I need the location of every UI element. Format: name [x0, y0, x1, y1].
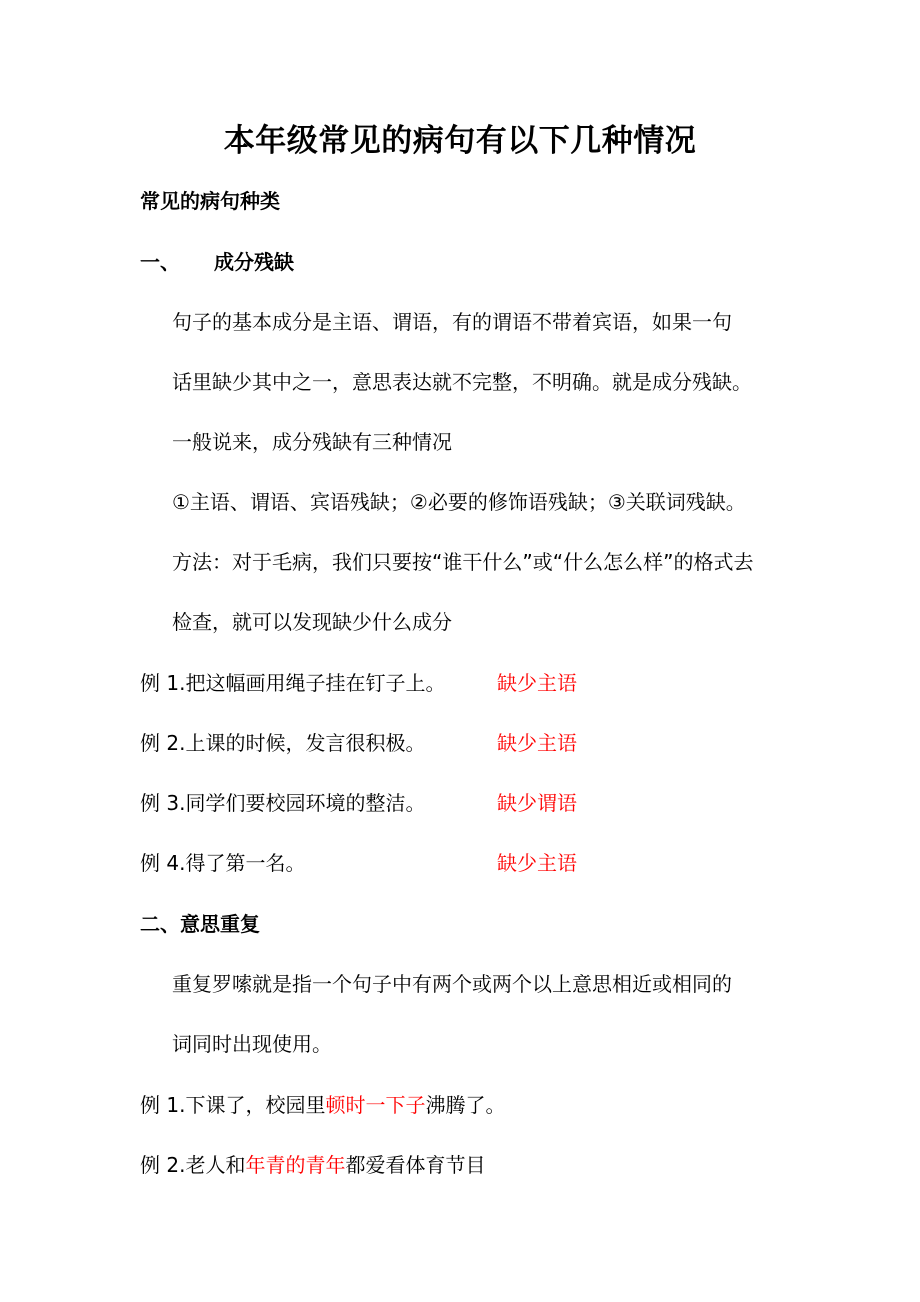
- section1-paragraph-line: 检查，就可以发现缺少什么成分: [172, 610, 452, 634]
- section2-paragraph-line: 重复罗嗦就是指一个句子中有两个或两个以上意思相近或相同的: [172, 972, 732, 996]
- example-text: 沸腾了。: [425, 1093, 506, 1117]
- section1-paragraph-line: 方法：对于毛病，我们只要按“谁干什么”或“什么怎么样”的格式去: [172, 550, 754, 574]
- example-note: 缺少主语: [497, 851, 577, 875]
- document-title: 本年级常见的病句有以下几种情况: [223, 123, 697, 159]
- section1-number: 一、: [140, 250, 180, 274]
- example-text: 都爱看体育节目: [345, 1153, 486, 1177]
- example-highlight: 顿时一下子: [325, 1093, 426, 1117]
- example-highlight: 年青的青年: [245, 1153, 346, 1177]
- example-sentence: 例 4.得了第一名。: [140, 851, 306, 875]
- example-sentence: 例 1.把这幅画用绳子挂在钉子上。: [140, 671, 446, 695]
- section1-paragraph-line: 句子的基本成分是主语、谓语，有的谓语不带着宾语，如果一句: [172, 310, 732, 334]
- section1-heading: [140, 247, 294, 277]
- example-note: 缺少主语: [497, 671, 577, 695]
- section1-paragraph-line: 一般说来，成分残缺有三种情况: [172, 430, 452, 454]
- section1-paragraph-line: ①主语、谓语、宾语残缺；②必要的修饰语残缺；③关联词残缺。: [172, 490, 746, 514]
- example-sentence: 例 2.上课的时候，发言很积极。: [140, 731, 426, 755]
- example-note: 缺少谓语: [497, 791, 577, 815]
- example-text: 例 1.下课了，校园里: [140, 1093, 326, 1117]
- example-note: 缺少主语: [497, 731, 577, 755]
- example-sentence: 例 3.同学们要校园环境的整洁。: [140, 791, 426, 815]
- example-text: 例 2.老人和: [140, 1153, 246, 1177]
- section2-paragraph-line: 词同时出现使用。: [172, 1032, 332, 1056]
- section1-title: 成分残缺: [214, 250, 294, 274]
- section1-paragraph-line: 话里缺少其中之一，意思表达就不完整，不明确。就是成分残缺。: [172, 370, 752, 394]
- section2-example: [140, 1090, 505, 1120]
- section2-example: [140, 1150, 485, 1180]
- section-heading: 常见的病句种类: [140, 189, 280, 213]
- section2-heading: 二、意思重复: [140, 912, 260, 936]
